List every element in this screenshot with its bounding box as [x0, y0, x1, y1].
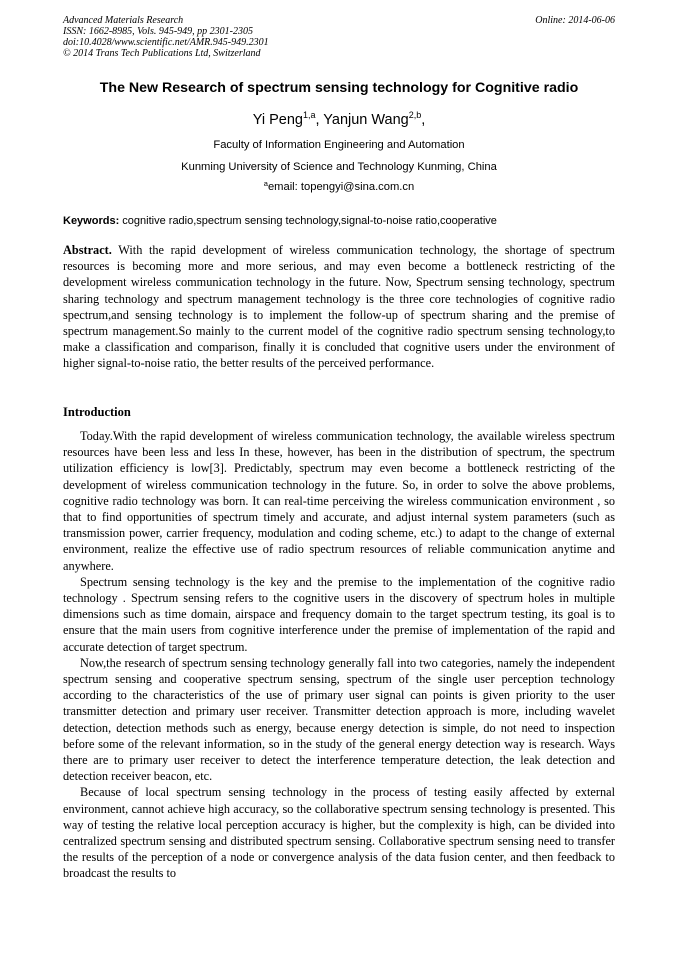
journal-doi: doi:10.4028/www.scientific.net/AMR.945-949.2301 [63, 37, 269, 48]
author-trailing: , [421, 112, 426, 128]
abstract-label: Abstract. [63, 243, 112, 257]
keywords-label: Keywords: [63, 215, 120, 227]
keywords-text: cognitive radio,spectrum sensing technology,signal-to-noise ratio,cooperative [119, 215, 497, 227]
email-superscript: a [263, 179, 268, 188]
affiliation-faculty: Faculty of Information Engineering and Automation [213, 139, 465, 151]
paper-title: The New Research of spectrum sensing technology for Cognitive radio [99, 80, 579, 96]
section-heading-introduction: Introduction [63, 405, 131, 419]
abstract [63, 242, 615, 372]
affiliation-university: Kunming University of Science and Technology Kunming, China [181, 161, 497, 173]
journal-name: Advanced Materials Research [63, 15, 184, 26]
abstract-text: With the rapid development of wireless communication technology, the shortage of spectrum resources is becoming more and more serious, and may even become a bottleneck restricting of the development wireless communication technology in the future. Now, Spectrum sensing technology, spectrum sharing technology and spectrum management technology is the three core technologies of cognitive radio spectrum,and sensing technology is to implement the follow-up of spectrum sharing and the premise of spectrum management.So mainly to the current model of the cognitive radio spectrum sensing technology,to make a classification and comparison, finally it is concluded that cognitive users under the environment of higher signal-to-noise ratio, the better results of the perceived performance. [63, 243, 615, 371]
affiliation-email [63, 181, 615, 193]
journal-info [63, 15, 615, 59]
email-text: email: topengyi@sina.com.cn [267, 181, 415, 193]
author-superscript: 1,a [302, 110, 316, 120]
paragraph: Now,the research of spectrum sensing technology generally fall into two categories, namely the independent spectrum sensing and cooperative spectrum sensing, spectrum of the single user perception technology according to the characteristics of the use of primary user signal can points is given priority to the user transmitter detection and primary user receiver. Transmitter detection approach is more, including wavelet detection, detection methods such as energy, because energy detection is simple, do not need to inspection before some of the relevant information, so in the study of the general energy detection way is research. Ways there are to primary user receiver to detect the interference temperature detection, the leak detection and detection receiver beacon, etc. [63, 655, 615, 784]
author-superscript: 2,b [408, 110, 422, 120]
journal-issn: ISSN: 1662-8985, Vols. 945-949, pp 2301-2305 [63, 26, 253, 37]
paragraph: Today.With the rapid development of wireless communication technology, the available wireless spectrum resources have been less and less In these, however, has been in the distribution of spectrum, the spectrum utilization efficiency is low[3]. Predictably, spectrum may even become a bottleneck restricting of the development of wireless communication technology in the future. So, in order to solve the above problems, cognitive radio technology was born. It can real-time perceiving the wireless communication environment , so that to find opportunities of spectrum timely and accurate, and adjust internal system parameters (such as transmission power, carrier frequency, modulation and coding scheme, etc.) to adapt to the change of external environment, realize the effective use of radio spectrum resources of reliable communication anytime and anywhere. [63, 429, 615, 573]
paragraph: Because of local spectrum sensing technology in the process of testing easily affected by external environment, cannot achieve high accuracy, so the collaborative spectrum sensing technology is presented. This way of testing the relative local perception accuracy is higher, but the complexity is high, can be divided into centralized spectrum sensing and distributed spectrum sensing. Collaborative spectrum sensing need to transfer the results of the perception of a node or convergence analysis of the data fusion center, and then feedback to broadcast the results to [63, 785, 615, 881]
author-line [63, 112, 615, 128]
author-name: Yi Peng [252, 112, 303, 128]
journal-copyright: © 2014 Trans Tech Publications Ltd, Switzerland [63, 48, 261, 59]
journal-header [63, 15, 615, 59]
paragraph: Spectrum sensing technology is the key and the premise to the implementation of the cognitive radio technology . Spectrum sensing refers to the cognitive users in the discovery of spectrum holes in multiple dimensions such as time domain, airspace and frequency domain to the target spectrum testing, its goal is to ensure that the main users from cognitive interference under the premise of implementation of the rapid and accurate detection of target spectrum. [63, 574, 615, 654]
online-date: Online: 2014-06-06 [535, 15, 615, 26]
keywords [63, 215, 615, 227]
author-separator: , [315, 112, 324, 128]
author-name: Yanjun Wang [323, 112, 409, 128]
introduction-body [63, 428, 615, 882]
